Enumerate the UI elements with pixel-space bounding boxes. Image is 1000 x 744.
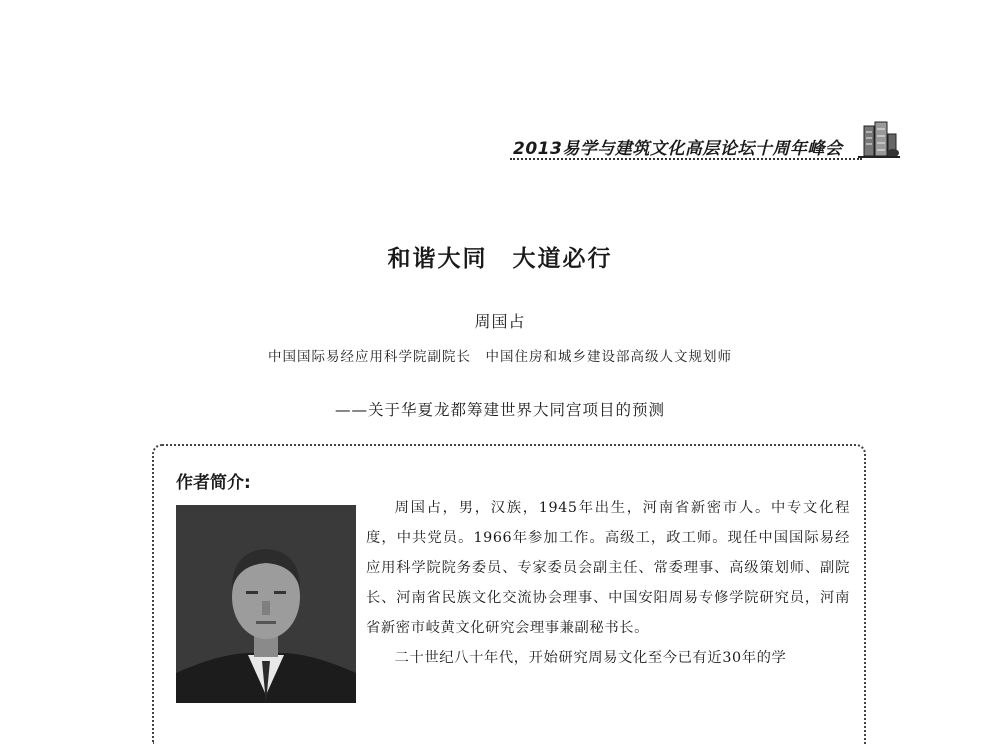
article-subtitle: ——关于华夏龙都筹建世界大同宫项目的预测	[334, 401, 665, 419]
author-name: 周国占	[474, 312, 526, 331]
article-title: 和谐大同 大道必行	[387, 246, 613, 272]
author-portrait	[176, 505, 356, 703]
header-dotted-rule	[510, 158, 862, 160]
running-header	[510, 132, 870, 162]
conference-title: 2013易学与建筑文化高层论坛十周年峰会	[513, 139, 843, 159]
author-affiliation: 中国国际易经应用科学院副院长 中国住房和城乡建设部高级人文规划师	[268, 349, 732, 365]
building-icon	[858, 120, 900, 160]
bio-paragraph: 周国占，男，汉族，1945年出生，河南省新密市人。中专文化程度，中共党员。1966年参加工作。高级工，政工师。现任中国国际易经应用科学院院务委员、专家委员会副主任、常委理事、高级策划师、副院长、河南省民族文化交流协会理事、中国安阳周易专修学院研究员，河南省新密市岐黄文化研究会理事兼副秘书长。	[366, 500, 850, 636]
bio-paragraph: 二十世纪八十年代，开始研究周易文化至今已有近30年的学	[394, 650, 787, 666]
bio-heading: 作者简介:	[176, 473, 251, 493]
bio-text	[366, 493, 850, 673]
